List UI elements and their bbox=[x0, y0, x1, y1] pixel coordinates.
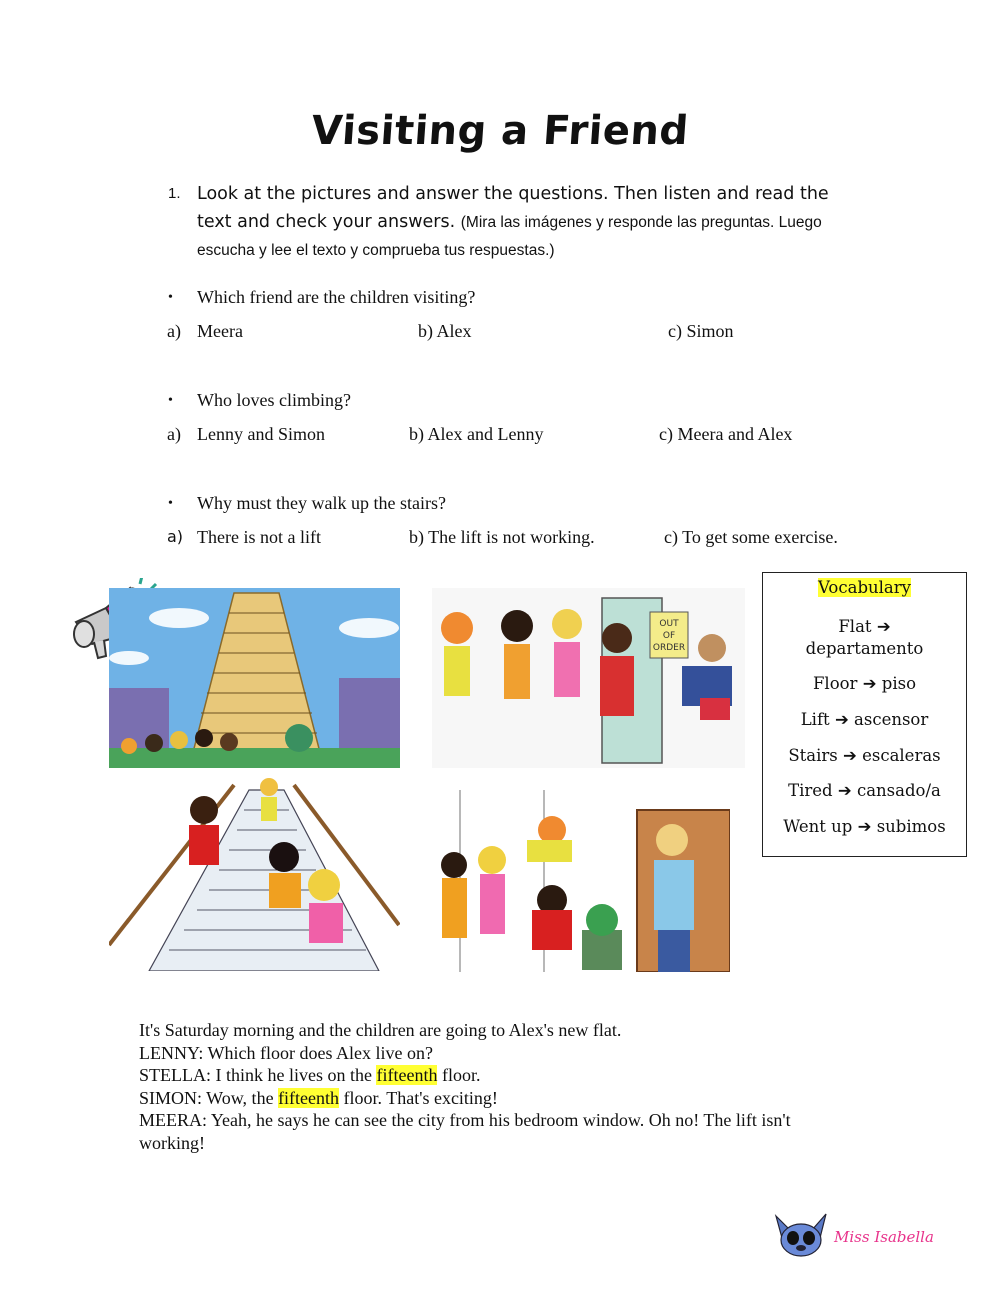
bullet-1: • bbox=[168, 290, 173, 305]
vocab-item-stairs bbox=[763, 746, 966, 765]
instruction-english: Look at the pictures and answer the questions. Then listen and read the text and check your answers. bbox=[197, 184, 829, 232]
illustration-panel-lift bbox=[432, 588, 745, 768]
vocab-item-lift bbox=[763, 710, 966, 729]
illustration-panel-building bbox=[109, 588, 400, 768]
question-1-option-c[interactable]: c) Simon bbox=[668, 321, 734, 341]
vocab-item-went-up bbox=[763, 817, 966, 836]
vocab-word: Went up bbox=[783, 817, 853, 836]
vocab-item-tired bbox=[763, 781, 966, 800]
vocab-word: Floor bbox=[812, 674, 858, 693]
highlighted-word: fifteenth bbox=[278, 1087, 340, 1108]
question-1-text: Which friend are the children visiting? bbox=[197, 287, 476, 307]
question-2-option-a-label: a) bbox=[167, 424, 181, 444]
vocab-translation: departamento bbox=[805, 639, 924, 658]
arrow-icon: ➔ bbox=[837, 781, 852, 800]
highlighted-word: fifteenth bbox=[376, 1065, 438, 1085]
question-3-text: Why must they walk up the stairs? bbox=[197, 493, 446, 513]
question-1-option-a-label: a) bbox=[167, 321, 181, 341]
passage-text: floor. That's exciting! bbox=[339, 1087, 498, 1108]
vocab-translation: escaleras bbox=[862, 746, 941, 765]
question-3-option-b[interactable]: b) The lift is not working. bbox=[409, 527, 595, 547]
vocab-translation: piso bbox=[881, 674, 917, 693]
arrow-icon: ➔ bbox=[876, 617, 891, 636]
instruction-number: 1. bbox=[168, 185, 181, 202]
arrow-icon: ➔ bbox=[834, 710, 849, 729]
passage-line: LENNY: Which floor does Alex live on? bbox=[139, 1042, 433, 1063]
instruction-spanish: (Mira las imágenes y responde las preguntas. Luego escucha y lee el texto y comprueba tus respuestas.) bbox=[197, 214, 822, 259]
signature-text: Miss Isabella bbox=[834, 1228, 934, 1246]
instruction bbox=[168, 180, 868, 264]
bullet-2: • bbox=[168, 393, 173, 408]
vocab-translation: ascensor bbox=[854, 710, 929, 729]
page-title: Visiting a Friend bbox=[309, 108, 691, 154]
vocab-translation: cansado/a bbox=[856, 781, 941, 800]
passage-text: SIMON: Wow, the bbox=[139, 1087, 279, 1108]
reading-passage bbox=[139, 1019, 859, 1154]
vocab-translation: subimos bbox=[876, 817, 946, 836]
vocab-word: Flat bbox=[838, 617, 872, 636]
arrow-icon: ➔ bbox=[862, 674, 877, 693]
stitch-logo-icon bbox=[768, 1208, 834, 1264]
question-2-option-a[interactable]: Lenny and Simon bbox=[197, 424, 325, 444]
vocabulary-heading: Vocabulary bbox=[818, 578, 911, 597]
arrow-icon: ➔ bbox=[843, 746, 857, 765]
vocab-word: Lift bbox=[800, 710, 830, 729]
arrow-icon: ➔ bbox=[857, 817, 872, 836]
out-of-order-sign: OUT bbox=[659, 619, 679, 629]
question-1-option-b[interactable]: b) Alex bbox=[418, 321, 472, 341]
illustration-panel-door bbox=[432, 790, 730, 972]
vocab-item-floor bbox=[763, 674, 966, 693]
question-1-option-a[interactable]: Meera bbox=[197, 321, 243, 341]
passage-line bbox=[139, 1064, 859, 1087]
question-2-text: Who loves climbing? bbox=[197, 390, 351, 410]
question-2-option-c[interactable]: c) Meera and Alex bbox=[659, 424, 793, 444]
vocab-word: Tired bbox=[788, 781, 833, 800]
out-of-order-sign-2: OF bbox=[662, 631, 676, 641]
illustration-panel-stairs bbox=[109, 775, 400, 971]
question-2-option-b[interactable]: b) Alex and Lenny bbox=[409, 424, 544, 444]
passage-text: floor. bbox=[437, 1065, 481, 1085]
passage-line bbox=[139, 1087, 859, 1110]
bullet-3: • bbox=[168, 496, 173, 511]
question-3-option-c[interactable]: c) To get some exercise. bbox=[664, 527, 838, 547]
vocabulary-box bbox=[762, 572, 967, 857]
vocab-item-flat bbox=[763, 616, 966, 660]
passage-line: It's Saturday morning and the children are going to Alex's new flat. bbox=[139, 1020, 622, 1040]
passage-line: MEERA: Yeah, he says he can see the city from his bedroom window. Oh no! The lift isn't working! bbox=[139, 1110, 791, 1153]
out-of-order-sign-3: ORDER bbox=[652, 643, 686, 653]
question-3-option-a[interactable]: There is not a lift bbox=[197, 527, 321, 547]
question-3-option-a-label: a) bbox=[167, 527, 184, 546]
vocab-word: Stairs bbox=[788, 746, 838, 765]
passage-text: STELLA: I think he lives on the bbox=[139, 1065, 377, 1085]
